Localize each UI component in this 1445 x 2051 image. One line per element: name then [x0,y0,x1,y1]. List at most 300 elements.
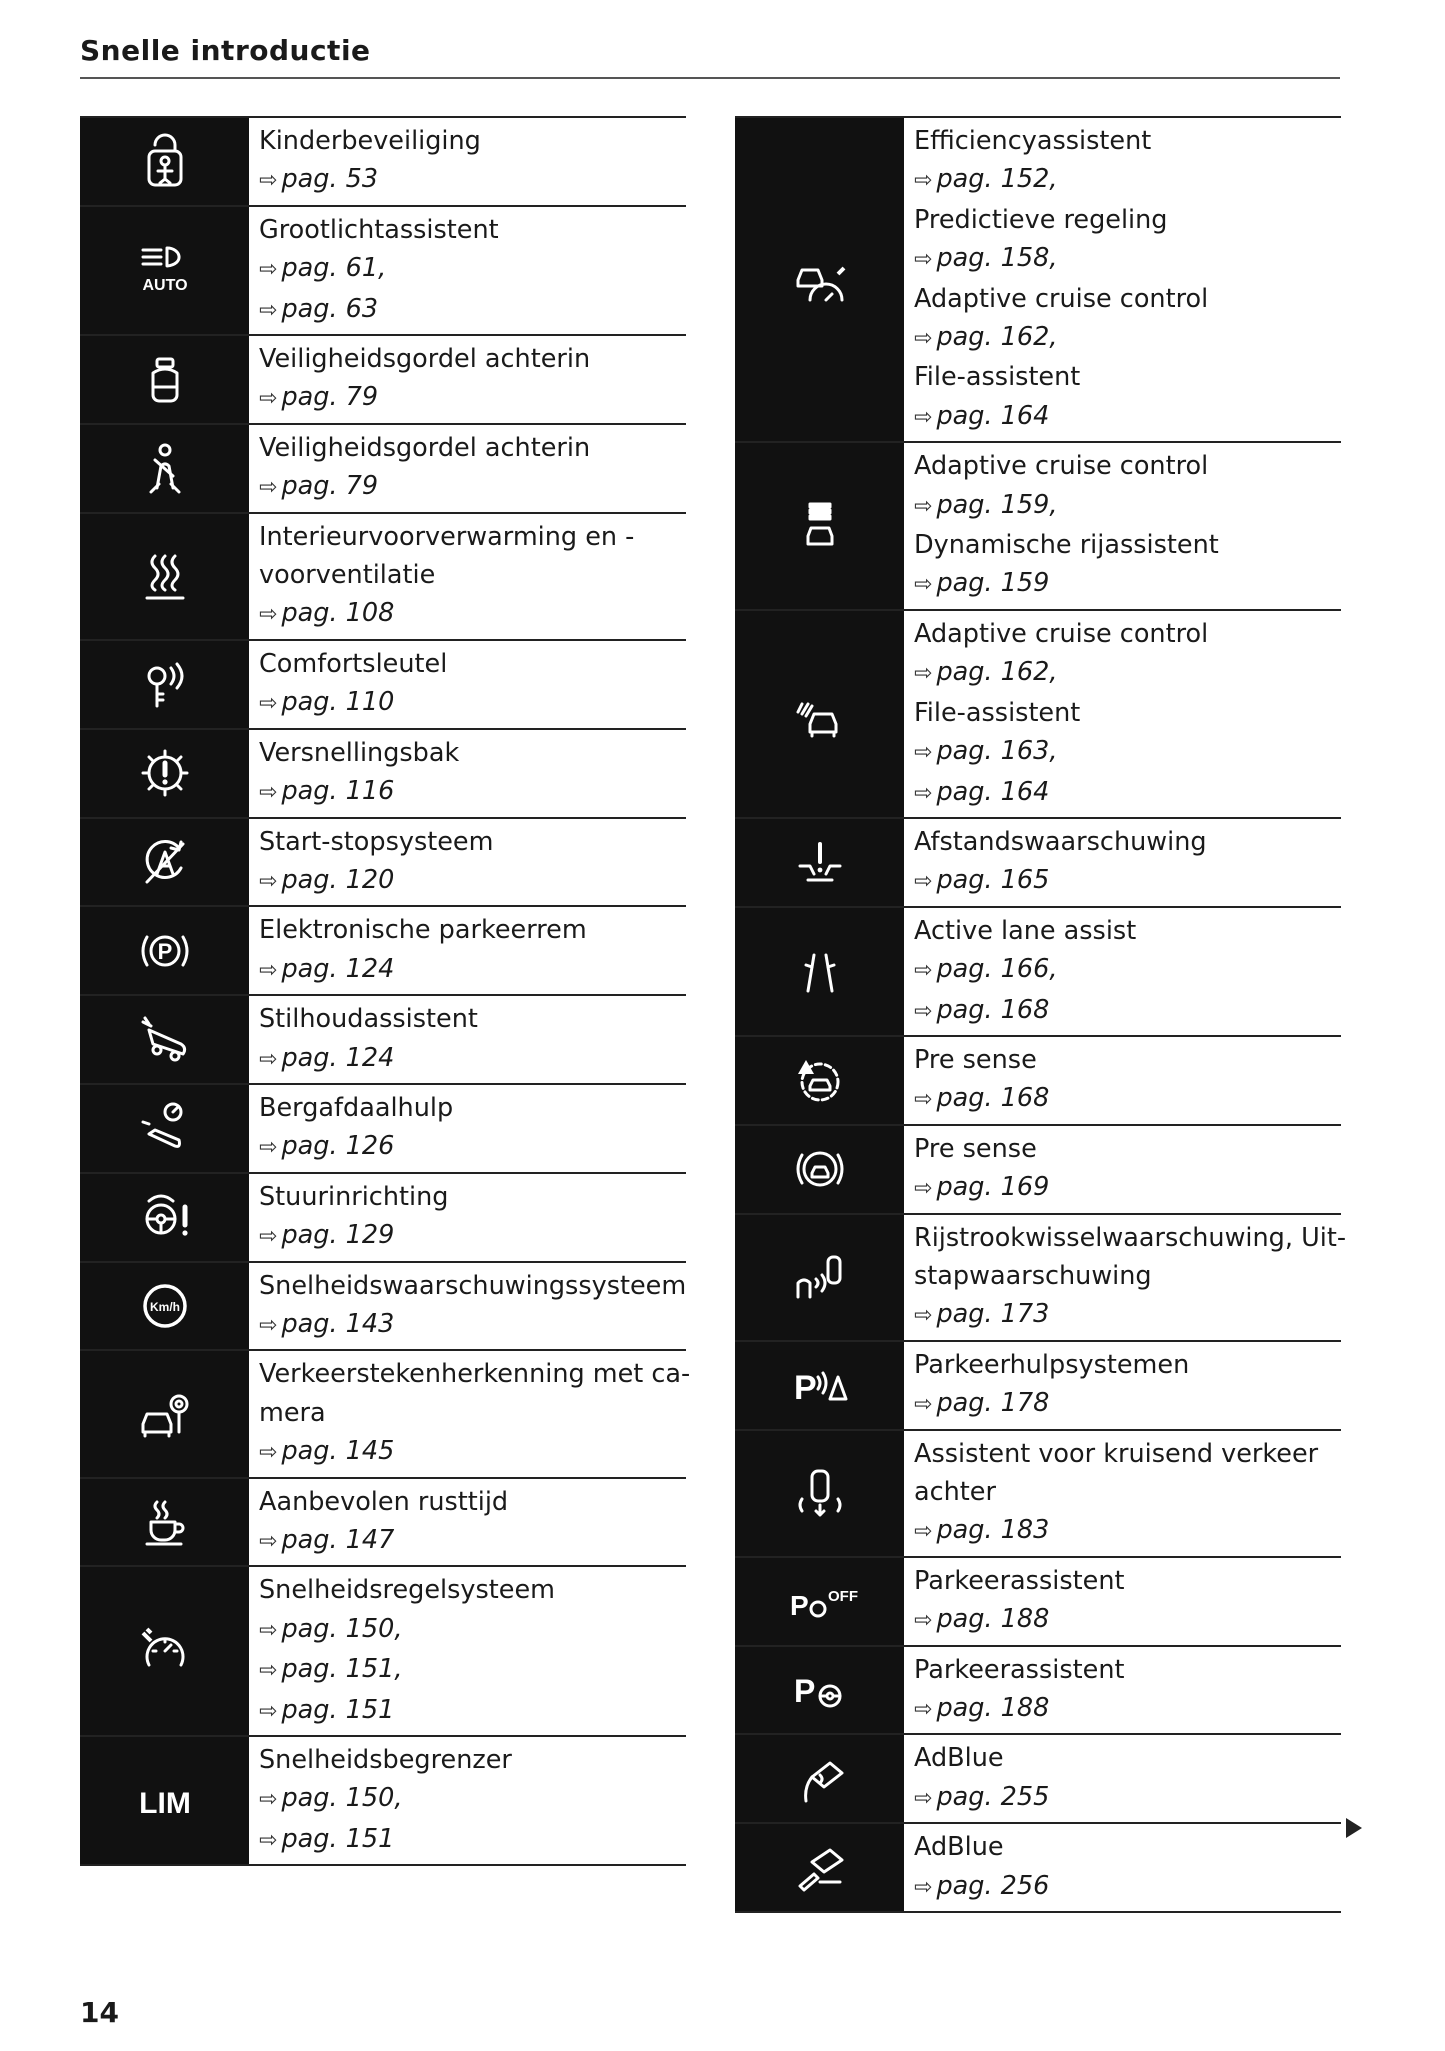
symbol-cell [735,443,906,609]
page-reference-text: pag. 124 [281,1042,395,1073]
page-reference-text: pag. 159, [936,489,1058,520]
symbol-row [80,1737,686,1866]
page-number: 14 [80,1996,119,2029]
symbol-row [80,118,686,207]
arrow-right-icon: ⇨ [259,1827,278,1853]
symbol-cell [735,1647,906,1734]
page-reference[interactable] [259,683,686,723]
description-cell [906,1342,1341,1429]
symbol-cell [80,1174,251,1261]
symbol-cell [735,1824,906,1911]
arrow-right-icon: ⇨ [914,1874,933,1900]
seatbelt-person-icon [135,438,195,498]
arrow-right-icon: ⇨ [914,740,933,766]
arrow-right-icon: ⇨ [914,1519,933,1545]
page-reference[interactable] [259,1305,686,1345]
description-cell [251,1479,686,1566]
page-reference-text: pag. 255 [936,1781,1050,1812]
description-cell [906,1431,1341,1556]
symbol-cell [80,1085,251,1172]
description-cell [251,1263,686,1350]
arrow-right-icon: ⇨ [259,475,278,501]
page-reference-text: pag. 120 [281,864,395,895]
page-title: Snelle introductie [80,34,371,67]
symbol-cell [80,207,251,334]
page-reference-text: pag. 53 [281,164,379,195]
description-cell [251,336,686,423]
page-reference-text: pag. 151, [281,1654,403,1685]
page-reference[interactable] [259,1521,686,1561]
page-reference[interactable] [259,1691,686,1731]
entry-label: AdBlue [914,1743,1004,1774]
lane-assist-icon [790,941,850,1001]
entry-label: Grootlichtassistent [259,214,499,245]
pre-sense-warning-icon [790,1050,850,1110]
page-reference[interactable] [259,861,686,901]
start-stop-off-icon [135,832,195,892]
left-symbol-table [80,116,691,1866]
arrow-right-icon: ⇨ [259,1135,278,1161]
page-reference-text: pag. 129 [281,1220,395,1251]
arrow-right-icon: ⇨ [259,780,278,806]
symbol-row [80,1479,686,1568]
page-reference-text: pag. 63 [281,293,379,324]
symbol-row [80,819,686,908]
description-cell [906,611,1341,817]
arrow-right-icon: ⇨ [914,493,933,519]
page-reference-text: pag. 164 [936,776,1050,807]
description-cell [251,207,686,334]
entry-label: Dynamische rijassistent [914,530,1219,561]
comfort-key-icon [135,654,195,714]
symbol-row [735,819,1341,908]
page-reference-text: pag. 256 [936,1870,1050,1901]
entry-label: Kinderbeveiliging [259,126,481,156]
cruise-control-icon [135,1621,195,1681]
page-reference[interactable] [914,239,1341,279]
page-reference[interactable] [914,160,1341,200]
entry-label: Comfortsleutel [259,648,448,679]
page-reference-text: pag. 158, [936,243,1058,274]
page-reference[interactable] [914,1778,1341,1818]
page-reference-text: pag. 150, [281,1783,403,1814]
description-cell [906,443,1341,609]
symbol-cell [735,1037,906,1124]
description-cell [251,996,686,1083]
description-cell [906,1126,1341,1213]
description-cell [251,1737,686,1864]
entry-label: Adaptive cruise control [914,283,1209,314]
symbol-cell [80,1263,251,1350]
entry-label: Veiligheidsgordel achterin [259,344,591,375]
symbol-cell [735,1431,906,1556]
page-reference[interactable] [914,1168,1341,1208]
description-cell [906,118,1341,441]
page-reference[interactable] [259,594,686,634]
page-reference-text: pag. 110 [281,687,395,718]
symbol-row [735,1126,1341,1215]
page-reference-text: pag. 163, [936,736,1058,767]
page-reference[interactable] [914,564,1341,604]
symbol-row [80,514,686,641]
arrow-right-icon: ⇨ [914,247,933,273]
arrow-right-icon: ⇨ [259,1529,278,1554]
page-reference[interactable] [259,1610,686,1650]
entry-label: Snelheidswaarschuwingssysteem [259,1270,687,1301]
hold-assist-icon [135,1010,195,1070]
page-reference[interactable] [914,1079,1341,1119]
page-reference[interactable] [259,290,686,330]
description-cell [251,425,686,512]
entry-label: Versnellingsbak [259,737,460,768]
description-cell [251,1085,686,1172]
svg-text:P: P [793,1369,817,1408]
page-reference[interactable] [914,1600,1341,1640]
symbol-row [80,1085,686,1174]
entry-label: Parkeerassistent [914,1654,1125,1685]
arrow-right-icon: ⇨ [259,1698,278,1724]
page-reference-text: pag. 150, [281,1613,403,1644]
arrow-right-icon: ⇨ [914,1697,933,1723]
symbol-row [80,730,686,819]
arrow-right-icon: ⇨ [914,661,933,687]
description-cell [251,1567,686,1735]
entry-label: Efficiencyassistent [914,126,1152,156]
page-reference[interactable] [914,773,1341,813]
page-reference[interactable] [259,1127,686,1167]
svg-text:AUTO: AUTO [141,277,188,295]
arrow-right-icon: ⇨ [259,168,278,194]
description-cell [906,908,1341,1035]
symbol-cell [735,611,906,817]
description-cell [251,819,686,906]
entry-label: achter [914,1477,996,1507]
page-reference-text: pag. 61, [281,253,387,284]
page-reference-text: pag. 159 [936,568,1050,599]
arrow-right-icon: ⇨ [259,602,278,628]
page-reference[interactable] [259,160,686,200]
entry-label: Start-stopsysteem [259,826,494,857]
page-reference-text: pag. 188 [936,1693,1050,1724]
symbol-row [735,1647,1341,1736]
arrow-right-icon: ⇨ [914,326,933,352]
page-reference-text: pag. 183 [936,1515,1050,1546]
page-reference-text: pag. 79 [281,382,379,413]
entry-label: Pre sense [914,1133,1037,1164]
symbol-cell [80,118,251,205]
entry-label: File-assistent [914,697,1081,728]
svg-text:OFF: OFF [827,1588,858,1606]
svg-text:LIM: LIM [138,1786,191,1820]
page-reference-text: pag. 145 [281,1436,395,1467]
parking-aid-icon [790,1355,850,1415]
acc-distance-icon [790,496,850,556]
page-reference[interactable] [259,467,686,507]
page-reference[interactable] [259,1650,686,1690]
symbol-cell [735,118,906,441]
symbol-row [735,1215,1347,1342]
entry-label: voorventilatie [259,560,436,591]
symbol-row [735,1342,1341,1431]
svg-text:P: P [157,938,172,964]
arrow-right-icon: ⇨ [259,1046,278,1072]
description-cell [251,1351,690,1476]
symbol-row [735,908,1341,1037]
page-reference[interactable] [914,861,1341,901]
arrow-right-icon: ⇨ [914,869,933,895]
entry-label: Predictieve regeling [914,204,1168,235]
entry-label: Veiligheidsgordel achterin [259,432,591,463]
page-reference-text: pag. 126 [281,1131,395,1162]
symbol-cell [80,425,251,512]
entry-label: Verkeerstekenherkenning met ca- [259,1359,691,1390]
arrow-right-icon: ⇨ [914,1087,933,1113]
symbol-cell [80,1479,251,1566]
page-reference[interactable] [259,249,686,289]
page-reference[interactable] [259,1820,686,1860]
symbol-row [735,1558,1341,1647]
entry-label: Stuurinrichting [259,1181,449,1212]
page-reference[interactable] [914,950,1341,990]
arrow-right-icon: ⇨ [914,572,933,598]
description-cell [906,819,1341,906]
page-reference[interactable] [914,653,1341,693]
arrow-right-icon: ⇨ [259,257,278,283]
description-cell [251,1174,686,1261]
arrow-right-icon: ⇨ [914,168,933,194]
high-beam-auto-icon [135,240,195,300]
heating-icon [135,546,195,606]
adblue-icon [790,1749,850,1809]
page-reference-text: pag. 79 [281,471,379,502]
arrow-right-icon: ⇨ [259,386,278,412]
symbol-cell [80,514,251,639]
description-cell [251,118,686,205]
speed-limiter-lim-icon [135,1771,195,1831]
entry-label: File-assistent [914,362,1081,393]
symbol-cell [735,908,906,1035]
entry-label: Interieurvoorverwarming en - [259,521,635,552]
efficiency-assist-icon [790,250,850,310]
entry-label: Adaptive cruise control [914,451,1209,482]
symbol-row [735,1037,1341,1126]
symbol-row [735,1735,1341,1824]
symbol-cell [80,730,251,817]
symbol-row [80,907,686,996]
arrow-right-icon: ⇨ [259,1787,278,1813]
entry-label: AdBlue [914,1832,1004,1863]
page-reference-text: pag. 108 [281,598,395,629]
symbol-cell [735,1558,906,1645]
svg-text:P: P [789,1590,809,1622]
steering-warning-icon [135,1187,195,1247]
entry-label: Parkeerassistent [914,1565,1125,1596]
symbol-cell [80,996,251,1083]
page-reference-text: pag. 124 [281,953,395,984]
page-reference-text: pag. 152, [936,164,1058,195]
page-reference-text: pag. 166, [936,954,1058,985]
arrow-right-icon: ⇨ [914,1785,933,1811]
page-reference-text: pag. 162, [936,322,1058,353]
description-cell [906,1558,1341,1645]
entry-label: Snelheidsregelsysteem [259,1575,555,1606]
parking-brake-icon [135,921,195,981]
symbol-cell [735,819,906,906]
arrow-right-icon: ⇨ [259,957,278,983]
symbol-row [80,1351,691,1478]
symbol-row [735,1431,1341,1558]
header-divider [80,77,1340,79]
symbol-row [80,1567,686,1737]
page-reference[interactable] [914,1867,1341,1907]
arrow-right-icon: ⇨ [259,868,278,894]
arrow-right-icon: ⇨ [914,1303,933,1329]
arrow-right-icon: ⇨ [914,1608,933,1634]
entry-label: stapwaarschuwing [914,1260,1152,1291]
page-reference-text: pag. 165 [936,865,1050,896]
page-reference-text: pag. 151 [281,1694,395,1725]
entry-label: Aanbevolen rusttijd [259,1486,509,1517]
symbol-row [735,443,1341,611]
page-reference-text: pag. 143 [281,1308,395,1339]
symbol-row [80,641,686,730]
park-assist-icon [790,1660,850,1720]
page-reference[interactable] [259,1039,686,1079]
symbol-cell [735,1735,906,1822]
entry-label: Parkeerhulpsystemen [914,1349,1190,1380]
arrow-right-icon: ⇨ [914,404,933,430]
page-reference-text: pag. 168 [936,994,1050,1025]
symbol-row [735,118,1341,443]
arrow-right-icon: ⇨ [914,998,933,1024]
coffee-cup-icon [135,1492,195,1552]
cross-traffic-icon [790,1463,850,1523]
symbol-cell [80,641,251,728]
gearbox-warning-icon [135,743,195,803]
page-reference[interactable] [259,378,686,418]
symbol-cell [80,907,251,994]
symbol-cell [80,819,251,906]
triangle-right-icon[interactable] [1346,1818,1362,1838]
rear-seatbelt-icon [135,349,195,409]
page-reference-text: pag. 116 [281,776,395,807]
description-cell [251,907,686,994]
entry-label: Pre sense [914,1044,1037,1075]
page-reference-text: pag. 162, [936,657,1058,688]
pre-sense-icon [790,1139,850,1199]
page-reference-text: pag. 168 [936,1083,1050,1114]
description-cell [251,514,686,639]
page-reference[interactable] [914,486,1341,526]
page-reference[interactable] [914,397,1341,437]
arrow-right-icon: ⇨ [259,691,278,717]
right-symbol-table [735,116,1347,1913]
symbol-row [80,207,686,336]
arrow-right-icon: ⇨ [259,1617,278,1643]
arrow-right-icon: ⇨ [914,780,933,806]
arrow-right-icon: ⇨ [259,297,278,323]
description-cell [251,730,686,817]
page-reference[interactable] [914,1689,1341,1729]
page-reference[interactable] [259,950,686,990]
entry-label: Adaptive cruise control [914,618,1209,649]
page-reference[interactable] [914,1384,1341,1424]
symbol-cell [735,1342,906,1429]
description-cell [906,1647,1341,1734]
side-assist-icon [790,1247,850,1307]
arrow-right-icon: ⇨ [914,1392,933,1418]
page-reference[interactable] [259,1432,690,1472]
symbol-cell [80,1737,251,1864]
arrow-right-icon: ⇨ [914,1176,933,1202]
description-cell [906,1735,1341,1822]
entry-label: Rijstrookwisselwaarschuwing, Uit- [914,1222,1347,1253]
symbol-row [80,1263,686,1352]
page-reference[interactable] [259,1779,686,1819]
hill-descent-icon [135,1098,195,1158]
symbol-cell [735,1126,906,1213]
svg-text:Km/h: Km/h [149,1299,180,1314]
child-lock-icon [135,131,195,191]
description-cell [906,1037,1341,1124]
symbol-row [80,1174,686,1263]
arrow-right-icon: ⇨ [259,1224,278,1250]
symbol-row [80,996,686,1085]
symbol-cell [80,1351,251,1476]
entry-label: Assistent voor kruisend verkeer [914,1438,1319,1469]
page-reference-text: pag. 173 [936,1299,1050,1330]
symbol-row [80,425,686,514]
entry-label: Afstandswaarschuwing [914,826,1207,857]
svg-text:P: P [793,1673,815,1710]
page-reference-text: pag. 147 [281,1525,395,1555]
park-assist-off-icon [789,1571,858,1631]
symbol-row [80,336,686,425]
speed-warning-kmh-icon [135,1276,195,1336]
adblue-service-icon [790,1838,850,1898]
arrow-right-icon: ⇨ [914,958,933,984]
entry-label: Bergafdaalhulp [259,1092,454,1123]
description-cell [906,1215,1346,1340]
page-reference[interactable] [914,318,1341,358]
page-reference-text: pag. 151 [281,1823,395,1854]
traffic-sign-camera-icon [135,1384,195,1444]
entry-label: Snelheidsbegrenzer [259,1745,512,1776]
symbol-row [735,611,1341,819]
arrow-right-icon: ⇨ [259,1658,278,1684]
page-reference-text: pag. 164 [936,400,1050,431]
page-reference[interactable] [259,1216,686,1256]
entry-label: Elektronische parkeerrem [259,915,587,946]
description-cell [251,641,686,728]
page-reference[interactable] [914,1511,1341,1551]
symbol-cell [735,1215,906,1340]
page-reference[interactable] [914,1295,1346,1335]
symbol-cell [80,336,251,423]
description-cell [906,1824,1341,1911]
page-reference-text: pag. 169 [936,1172,1050,1203]
symbol-row [735,1824,1341,1913]
entry-label: Stilhoudassistent [259,1004,478,1035]
entry-label: Active lane assist [914,915,1137,946]
page-reference[interactable] [914,991,1341,1031]
page-reference-text: pag. 188 [936,1604,1050,1635]
entry-label: mera [259,1397,326,1428]
page-reference[interactable] [914,732,1341,772]
symbol-cell [80,1567,251,1735]
traffic-jam-assist-icon [790,684,850,744]
page-reference[interactable] [259,772,686,812]
